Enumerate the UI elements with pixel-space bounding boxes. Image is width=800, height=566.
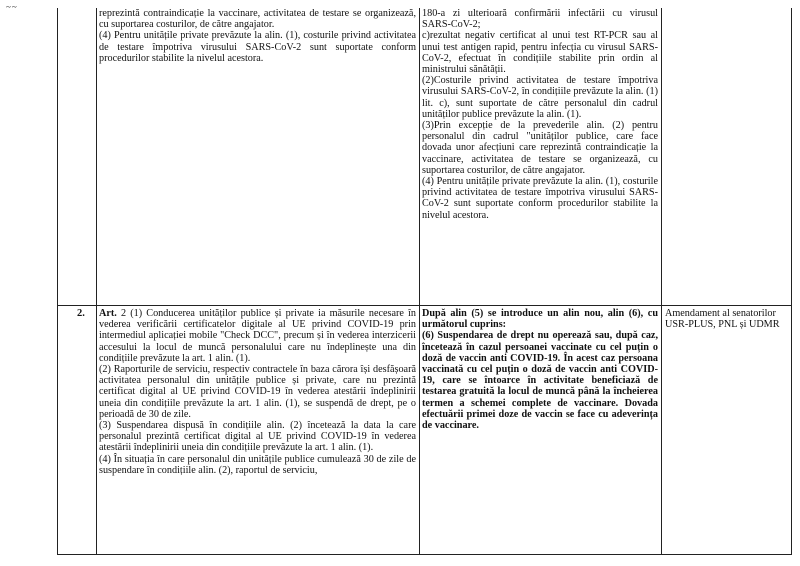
row1-col2-para-2: (4) Pentru unitățile private prevăzute la alin. (1), costurile privind activitatea de testare împotriva virusului SARS-CoV-2 sunt suportate conform procedurilor stabilite la nivelul acestora. xyxy=(99,30,416,64)
row1-col3-para-3: (2)Costurile privind activitatea de testare împotriva virusului SARS-CoV-2, în condițiile prevăzute la alin. (1) lit. c), sunt suportate de către personalul din cadrul unităților publice prevăzute la alin. (1). xyxy=(422,75,658,120)
row2-col2-para-1 xyxy=(99,308,416,364)
row1-col3-para-1: 180-a zi ulterioară confirmării infectării cu virusul SARS-CoV-2; xyxy=(422,8,658,31)
row2-col2-para-1-text: 2 (1) Conducerea unităților publice și private ia măsurile necesare în vederea verificării certificatelor digitale al UE privind COVID-19 prin intermediul aplicației mobile "Check DCC", precum și în vederea interzicerii accesului la locul de muncă personalului care nu îndeplinește una din condițiile prevăzute la art. 1 alin. (1). xyxy=(99,308,416,364)
row1-col3-para-4: (3)Prin excepție de la prevederile alin. (2) pentru personalul din cadrul "unităților publice, care face dovada unor afecțiuni care reprezintă contraindicație la vaccinare, activitatea de testare se organizează, cu suportarea costurilor, de către angajator. xyxy=(422,120,658,176)
row1-amendment-text xyxy=(422,8,658,221)
row2-col2-para-4: (4) În situația în care personalul din unitățile publice cumulează 30 de zile de suspendare în condițiile alin. (2), raportul de serviciu, xyxy=(99,453,416,476)
row-divider xyxy=(57,305,792,306)
column-divider-2 xyxy=(419,8,420,555)
row1-col2-para-1: reprezintă contraindicație la vaccinare, activitatea de testare se organizează, cu suportarea costurilor, de către angajator. xyxy=(99,8,416,31)
column-divider-3 xyxy=(661,8,662,555)
row2-col2-para-2: (2) Raporturile de serviciu, respectiv contractele în baza cărora își desfășoară activitatea personalul din unitățile publice și private, care nu prezintă certificat digital al UE privind COVID-19 în vederea atestării îndeplinirii uneia din condițiile prevăzute la art. 1 alin. (1), se suspendă de drept, pe o perioadă de 30 de zile. xyxy=(99,364,416,420)
page-corner-mark: ~~ xyxy=(6,2,18,12)
row1-col3-para-5: (4) Pentru unitățile private prevăzute la alin. (1), costurile privind activitatea de testare împotriva virusului SARS-CoV-2 sunt suportate conform procedurilor stabilite la nivelul acestora. xyxy=(422,176,658,221)
table-border-left xyxy=(57,8,58,555)
row2-col3-para-1: După alin (5) se introduce un alin nou, alin (6), cu următorul cuprins: xyxy=(422,308,658,331)
row2-amendment-author: Amendament al senatorilor USR-PLUS, PNL și UDMR xyxy=(665,308,780,331)
amendments-table xyxy=(57,8,792,555)
row2-col2-para-3: (3) Suspendarea dispusă în condițiile alin. (2) încetează la data la care personalul prezintă certificat digital al UE privind COVID-19 în vederea atestării îndeplinirii uneia din condițiile prevăzute la art. 1 alin. (1). xyxy=(99,420,416,454)
table-border-right xyxy=(791,8,792,555)
table-border-bottom xyxy=(57,554,792,555)
row2-col3-para-2: (6) Suspendarea de drept nu operează sau, după caz, încetează în cazul persoanei vaccinate cu cel puțin o doză de vaccin anti COVID-19. În acest caz persoana vaccinată cu cel puțin o doză de vaccin anti COVID-19, care se întoarce în activitate beneficiază de testarea gratuită la locul de muncă până la încheierea termen a schemei complete de vaccinare. Dovada efectuării primei doze de vaccin se face cu adeverința de vaccinare. xyxy=(422,330,658,432)
row1-col3-para-2: c)rezultat negativ certificat al unui test RT-PCR sau al unui test antigen rapid, pentru infecția cu virusul SARS-CoV-2, efectuat în condițiile stabilite prin ordin al ministrului sănătății. xyxy=(422,30,658,76)
article-label: Art. xyxy=(99,308,117,319)
row2-number: 2. xyxy=(77,308,85,319)
row2-existing-text xyxy=(99,308,416,476)
column-divider-1 xyxy=(96,8,97,555)
row1-existing-text xyxy=(99,8,416,64)
row2-amendment-text xyxy=(422,308,658,431)
